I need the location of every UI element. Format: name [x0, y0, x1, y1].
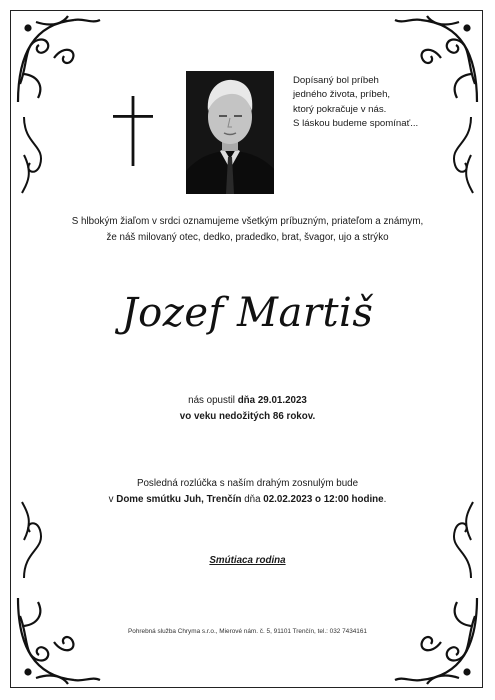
family-signature: Smútiaca rodina [209, 555, 286, 566]
verse-line: ktorý pokračuje v nás. [293, 103, 387, 115]
funeral-place: Dome smútku Juh, Trenčín [116, 493, 242, 505]
funeral-mid: dňa [241, 493, 264, 505]
death-date-line [40, 393, 455, 409]
funeral-prefix: v [108, 493, 117, 505]
funeral-intro: Posledná rozlúčka s naším drahým zosnulým bude [136, 478, 359, 489]
funeral-service-footer: Pohrebná služba Chryma s.r.o., Mierové nám. č. 5, 91101 Trenčín, tel.: 032 7434161 [128, 628, 367, 635]
death-date: dňa 29.01.2023 [237, 395, 307, 406]
portrait-photo [186, 71, 274, 194]
side-flourish-left-top [18, 115, 58, 195]
side-flourish-right-bottom [437, 500, 477, 580]
funeral-datetime: 02.02.2023 o 12:00 hodine [263, 493, 384, 505]
memorial-verse [293, 74, 463, 132]
funeral-info [40, 476, 455, 507]
corner-ornament-bottom-left [14, 596, 104, 686]
announcement-line: S hlbokým žiaľom v srdci oznamujeme všetkým príbuzným, priateľom a známym, [71, 216, 424, 227]
funeral-suffix: . [383, 493, 387, 505]
corner-ornament-bottom-right [391, 596, 481, 686]
age-at-death: vo veku nedožitých 86 rokov. [179, 410, 316, 422]
cross-icon [113, 96, 153, 166]
verse-line: Dopísaný bol príbeh [293, 75, 379, 86]
announcement-text [40, 214, 455, 245]
deceased-name: Jozef Martiš [121, 290, 374, 336]
announcement-line: že náš milovaný otec, dedko, pradedko, brat, švagor, ujo a strýko [106, 231, 389, 243]
verse-line: S láskou budeme spomínať... [293, 118, 419, 130]
verse-line: jedného života, príbeh, [293, 89, 391, 101]
side-flourish-left-bottom [18, 500, 58, 580]
funeral-details [40, 492, 455, 508]
death-prefix: nás opustil [188, 395, 238, 406]
corner-ornament-top-left [14, 14, 104, 104]
death-info [40, 393, 455, 424]
